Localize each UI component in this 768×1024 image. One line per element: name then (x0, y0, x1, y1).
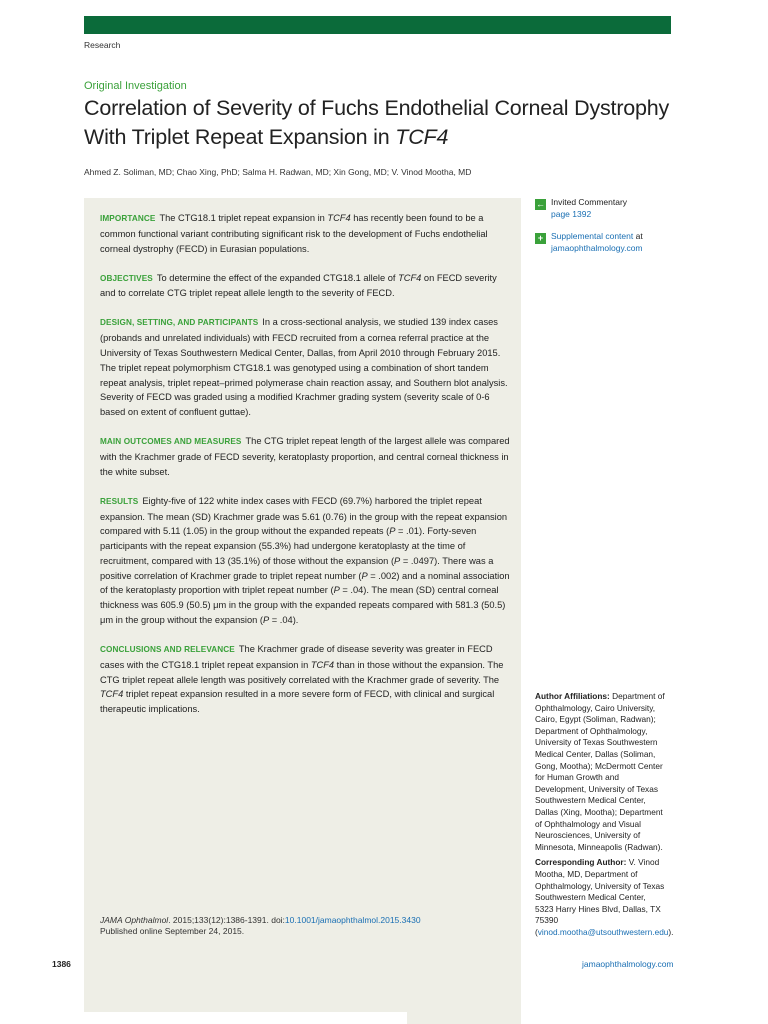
related-content (535, 197, 675, 265)
doi-link[interactable]: 10.1001/jamaophthalmol.2015.3430 (284, 915, 421, 925)
supplemental-content[interactable]: + Supplemental content at jamaophthalmology.com (535, 231, 675, 254)
journal-name: JAMA Ophthalmol (100, 915, 169, 925)
affiliations-label: Author Affiliations: (535, 691, 610, 701)
citation: JAMA Ophthalmol. 2015;133(12):1386-1391. doi:10.1001/jamaophthalmol.2015.3430 Published online September 24, 2015. (100, 915, 510, 937)
invited-commentary[interactable] (535, 197, 675, 220)
journal-site-link[interactable]: jamaophthalmology.com (551, 242, 643, 253)
abstract-conclusions: CONCLUSIONS AND RELEVANCE The Krachmer grade of disease severity was greater in FECD cases with the CTG18.1 triplet repeat expansion in TCF4 than in those without the expansion. The CTG triplet repeat allele length was positively correlated with the Krachmer grade of severity. The TCF4 triplet repeat expansion resulted in a more severe form of FECD, with clinical and surgical therapeutic implications. (100, 644, 504, 715)
email-link[interactable]: vinod.mootha@utsouthwestern.edu (537, 926, 669, 937)
abstract-heading: MAIN OUTCOMES AND MEASURES (100, 437, 242, 447)
abstract-objectives: OBJECTIVES To determine the effect of the expanded CTG18.1 allele of TCF4 on FECD severity and to correlate CTG triplet repeat allele length to the severity of FECD. (100, 272, 497, 299)
supplemental-link[interactable]: Supplemental content (551, 231, 634, 242)
arrow-left-icon: ← (536, 199, 545, 209)
header-bar (84, 16, 671, 34)
page-number: 1386 (52, 959, 71, 969)
section-label: Research (84, 40, 121, 50)
abstract-heading: RESULTS (100, 496, 139, 506)
abstract-design: DESIGN, SETTING, AND PARTICIPANTS In a cross-sectional analysis, we studied 139 index cases (probands and unrelated individuals) with FECD recruited from a cornea referral practice at the University of Texas Southwestern Medical Center, Dallas, from April 2010 through February 2015. The triplet repeat polymorphism CTG18.1 was genotyped using a combination of short tandem repeat analysis, triplet repeat–primed polymerase chain reaction assay, and Southern blot analysis. Severity of FECD was graded using a modified Krachmer grading system (severity scale of 0-6 based on extent of confluent guttae). (100, 317, 508, 418)
abstract-outcomes: MAIN OUTCOMES AND MEASURES The CTG triplet repeat length of the largest allele was compared with the Krachmer grade of FECD severity, keratoplasty proportion, and central corneal thickness in the white subset. (100, 436, 510, 477)
article-title: Correlation of Severity of Fuchs Endothelial Corneal Dystrophy With Triplet Repeat Expansion in TCF4 (84, 96, 670, 149)
panel-gap (84, 1012, 407, 1024)
article-type: Original Investigation (84, 80, 187, 92)
abstract-heading: OBJECTIVES (100, 273, 153, 283)
published-date: Published online September 24, 2015. (100, 926, 245, 936)
author-affiliations: Author Affiliations: Department of Ophthalmology, Cairo University, Cairo, Egypt (Soliman, Radwan); Department of Ophthalmology, University of Texas Southwestern Medical Center, Dallas (Soliman, Gong, Mootha); McDermott Center for Human Growth and Development, University of Texas Southwestern Medical Center, Dallas (Xing, Mootha); Department of Ophthalmology and Visual Neurosciences, University of Minnesota, Minneapolis (Radwan). Corresponding Author: V. Vinod Mootha, MD, Department of Ophthalmology, University of Texas Southwestern Medical Center, 5323 Harry Hines Blvd, Dallas, TX 75390 (vinod.mootha@utsouthwestern.edu). (535, 691, 674, 937)
abstract-heading: IMPORTANCE (100, 214, 156, 223)
footer-url[interactable]: jamaophthalmology.com (582, 959, 674, 969)
abstract-heading: DESIGN, SETTING, AND PARTICIPANTS (100, 318, 259, 328)
commentary-label: Invited Commentary (551, 197, 628, 207)
abstract-results: RESULTS Eighty-five of 122 white index cases with FECD (69.7%) harbored the triplet repeat expansion. The mean (SD) Krachmer grade was 5.61 (0.76) in the group with the repeat expansion compared with 5.11 (1.05) in the group without the expanded repeats (P = .01). Forty-seven participants with the repeat expansion (55.3%) had undergone keratoplasty at the time of recruitment, compared with 13 (35.1%) of those without the expansion (P = .0497). There was a positive correlation of Krachmer grade to triplet repeat number (P = .002) and a nominal association of the keratoplasty proportion with triplet repeat number (P = .04). The mean (SD) central corneal thickness was 605.9 (50.5) μm in the group with the expanded repeats compared with 581.3 (50.5) μm in the group without the expansion (P = .04). (100, 495, 510, 626)
plus-icon: + (535, 233, 546, 244)
abstract (100, 211, 510, 731)
abstract-heading: CONCLUSIONS AND RELEVANCE (100, 645, 235, 655)
author-list: Ahmed Z. Soliman, MD; Chao Xing, PhD; Salma H. Radwan, MD; Xin Gong, MD; V. Vinod Mootha, MD (84, 167, 472, 177)
corresponding-label: Corresponding Author: (535, 857, 627, 868)
abstract-importance: IMPORTANCE The CTG18.1 triplet repeat expansion in TCF4 has recently been found to be a common functional variant contributing significant risk to the development of Fuchs endothelial corneal dystrophy (FECD) in Eurasian populations. (100, 213, 488, 254)
commentary-page-link[interactable]: page 1392 (551, 208, 592, 219)
